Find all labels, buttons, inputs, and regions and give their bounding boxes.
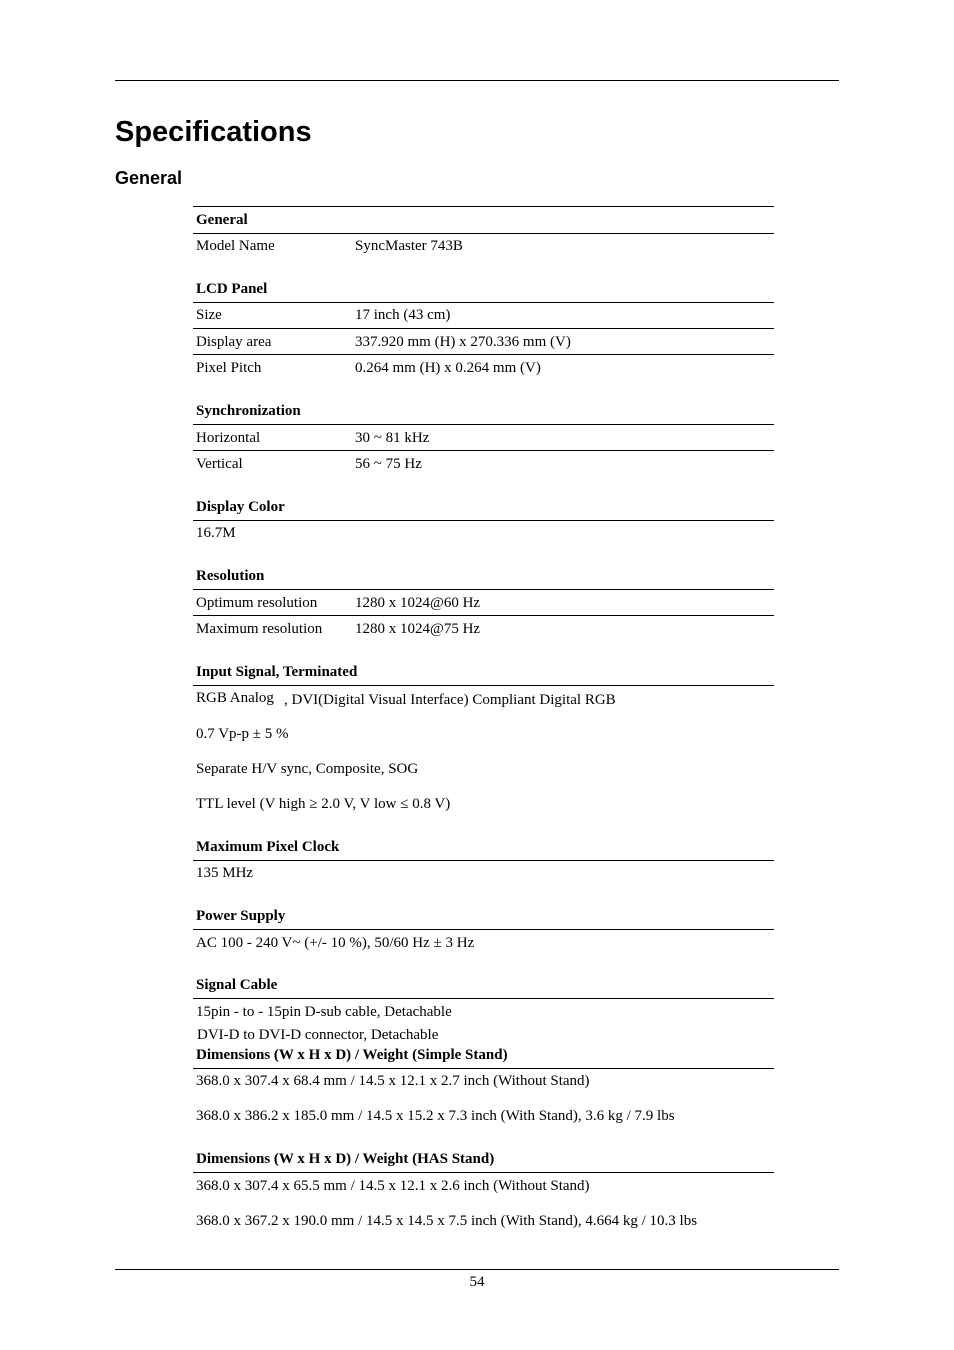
spec-label-optimum-resolution: Optimum resolution	[196, 595, 318, 611]
dimensions-simple-line-2: 368.0 x 386.2 x 185.0 mm / 14.5 x 15.2 x 7.3 inch (With Stand), 3.6 kg / 7.9 lbs	[196, 1108, 675, 1124]
row-rule	[193, 1068, 774, 1069]
spec-label-model-name: Model Name	[196, 238, 275, 254]
row-rule	[193, 233, 774, 234]
spec-value-vertical: 56 ~ 75 Hz	[355, 456, 422, 472]
spec-label-pixel-pitch: Pixel Pitch	[196, 360, 262, 376]
dimensions-simple-line-1: 368.0 x 307.4 x 68.4 mm / 14.5 x 12.1 x 2.7 inch (Without Stand)	[196, 1073, 590, 1089]
input-signal-line-4: TTL level (V high ≥ 2.0 V, V low ≤ 0.8 V)	[196, 796, 451, 812]
spec-value-display-area: 337.920 mm (H) x 270.336 mm (V)	[355, 334, 571, 350]
spec-label-vertical: Vertical	[196, 456, 243, 472]
spec-value-power-supply: AC 100 - 240 V~ (+/- 10 %), 50/60 Hz ± 3 Hz	[196, 935, 475, 951]
page-title: Specifications	[115, 116, 312, 148]
row-rule	[193, 520, 774, 521]
spec-value-optimum-resolution: 1280 x 1024@60 Hz	[355, 595, 481, 611]
row-rule	[193, 354, 774, 355]
group-heading-input-signal: Input Signal, Terminated	[196, 664, 358, 680]
group-heading-resolution: Resolution	[196, 568, 265, 584]
spec-value-pixel-pitch: 0.264 mm (H) x 0.264 mm (V)	[355, 360, 541, 376]
spec-label-maximum-resolution: Maximum resolution	[196, 621, 323, 637]
group-heading-lcd-panel: LCD Panel	[196, 281, 268, 297]
row-rule	[193, 685, 774, 686]
spec-value-model-name: SyncMaster 743B	[355, 238, 463, 254]
spec-value-maximum-resolution: 1280 x 1024@75 Hz	[355, 621, 481, 637]
table-top-rule	[193, 206, 774, 207]
row-rule	[193, 860, 774, 861]
dimensions-has-line-2: 368.0 x 367.2 x 190.0 mm / 14.5 x 14.5 x 7.5 inch (With Stand), 4.664 kg / 10.3 lbs	[196, 1213, 698, 1229]
row-rule	[193, 615, 774, 616]
input-signal-line-1a: RGB Analog	[196, 690, 274, 706]
group-heading-dimensions-simple: Dimensions (W x H x D) / Weight (Simple Stand)	[196, 1047, 508, 1063]
row-rule	[193, 424, 774, 425]
signal-cable-line-2: DVI-D to DVI-D connector, Detachable	[197, 1027, 439, 1043]
group-heading-power-supply: Power Supply	[196, 908, 286, 924]
spec-value-max-pixel-clock: 135 MHz	[196, 865, 254, 881]
input-signal-line-3: Separate H/V sync, Composite, SOG	[196, 761, 419, 777]
row-rule	[193, 328, 774, 329]
header-rule	[115, 80, 839, 81]
spec-label-size: Size	[196, 307, 222, 323]
signal-cable-line-1: 15pin - to - 15pin D-sub cable, Detachable	[196, 1004, 452, 1020]
spec-value-horizontal: 30 ~ 81 kHz	[355, 430, 430, 446]
spec-value-size: 17 inch (43 cm)	[355, 307, 451, 323]
group-heading-max-pixel-clock: Maximum Pixel Clock	[196, 839, 340, 855]
row-rule	[193, 302, 774, 303]
group-heading-signal-cable: Signal Cable	[196, 977, 278, 993]
group-heading-synchronization: Synchronization	[196, 403, 301, 419]
spec-label-horizontal: Horizontal	[196, 430, 261, 446]
row-rule	[193, 998, 774, 999]
row-rule	[193, 450, 774, 451]
row-rule	[193, 589, 774, 590]
input-signal-line-2: 0.7 Vp-p ± 5 %	[196, 726, 289, 742]
footer-rule	[115, 1269, 839, 1270]
page-number: 54	[469, 1274, 485, 1290]
spec-value-display-color: 16.7M	[196, 525, 236, 541]
spec-label-display-area: Display area	[196, 334, 272, 350]
input-signal-line-1b: , DVI(Digital Visual Interface) Compliant Digital RGB	[284, 692, 616, 708]
dimensions-has-line-1: 368.0 x 307.4 x 65.5 mm / 14.5 x 12.1 x 2.6 inch (Without Stand)	[196, 1178, 590, 1194]
group-heading-display-color: Display Color	[196, 499, 285, 515]
row-rule	[193, 1172, 774, 1173]
section-title: General	[115, 168, 183, 188]
group-heading-dimensions-has: Dimensions (W x H x D) / Weight (HAS Stand)	[196, 1151, 495, 1167]
row-rule	[193, 929, 774, 930]
group-heading-general: General	[196, 212, 248, 228]
